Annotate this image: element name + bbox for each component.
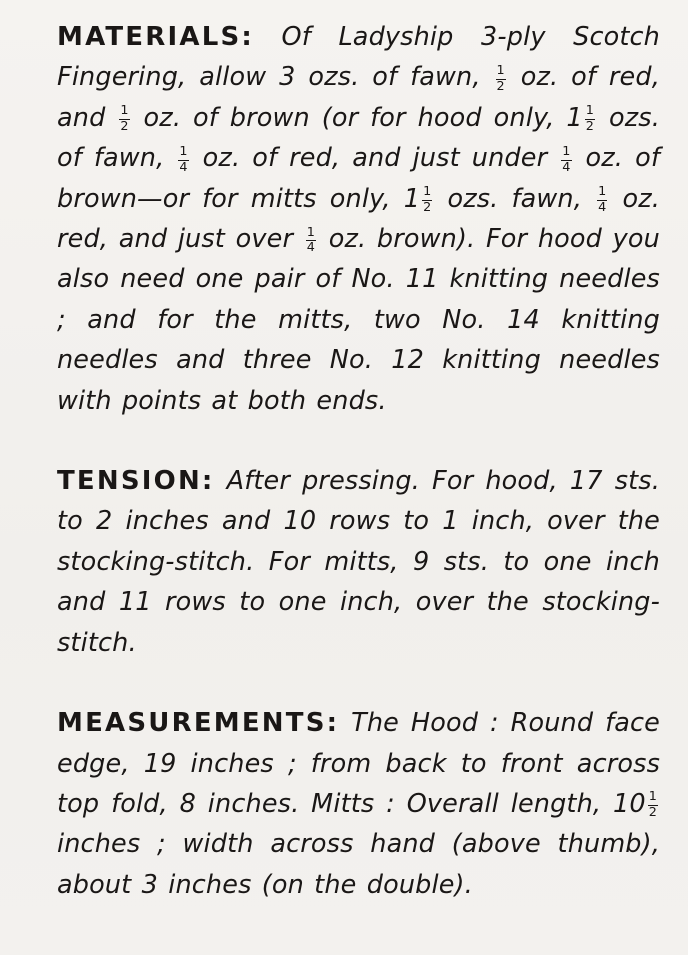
materials-text-4: ozs. of fawn, (57, 102, 660, 174)
materials-text-6: oz. of brown—or for mitts only, 1 (57, 143, 660, 214)
fraction-quarter: $\frac{1}{4}$ (562, 143, 571, 175)
materials-heading: MATERIALS: (57, 22, 254, 52)
materials-text-8: oz. red, and just over (57, 183, 660, 255)
fraction-half: $\frac{1}{2}$ (648, 789, 657, 821)
materials-text-5: oz. of red, and just under (202, 143, 548, 174)
materials-section (57, 17, 660, 421)
tension-text: After pressing. For hood, 17 sts. to 2 inches and 10 rows to 1 inch, over the stocking-stitch. For mitts, 9 sts. to one inch and 11 rows to one inch, over the stocking-stitch. (57, 466, 660, 658)
fraction-quarter: $\frac{1}{4}$ (179, 143, 188, 175)
measurements-section (57, 703, 660, 905)
fraction-half: $\frac{1}{2}$ (585, 103, 595, 135)
materials-text-9: oz. brown). For hood you also need one pair of No. 11 knitting needles ; and for the mitts, two No. 14 knitting needles and three No. 12 knitting needles with points at both ends. (57, 224, 660, 416)
materials-text-7: ozs. fawn, (447, 183, 582, 214)
materials-text-2: oz. of red, and (57, 62, 660, 133)
fraction-quarter: $\frac{1}{4}$ (306, 224, 316, 256)
materials-text-3: oz. of brown (or for hood only, 1 (143, 102, 583, 133)
measurements-heading: MEASUREMENTS: (57, 708, 340, 739)
fraction-half: $\frac{1}{2}$ (423, 184, 432, 215)
materials-text-1: Of Ladyship 3-ply Scotch Fingering, allow 3 ozs. of fawn, (57, 22, 660, 93)
fraction-half: $\frac{1}{2}$ (120, 103, 129, 135)
measurements-text-2: inches ; width across hand (above thumb), about 3 inches (on the double). (57, 829, 660, 900)
measurements-text-1: The Hood : Round face edge, 19 inches ; from back to front across top fold, 8 inches. Mitts : Overall length, 10 (57, 708, 660, 819)
fraction-half: $\frac{1}{2}$ (496, 62, 505, 94)
tension-heading: TENSION: (57, 466, 215, 497)
fraction-quarter: $\frac{1}{4}$ (598, 184, 607, 215)
tension-section (57, 461, 660, 663)
